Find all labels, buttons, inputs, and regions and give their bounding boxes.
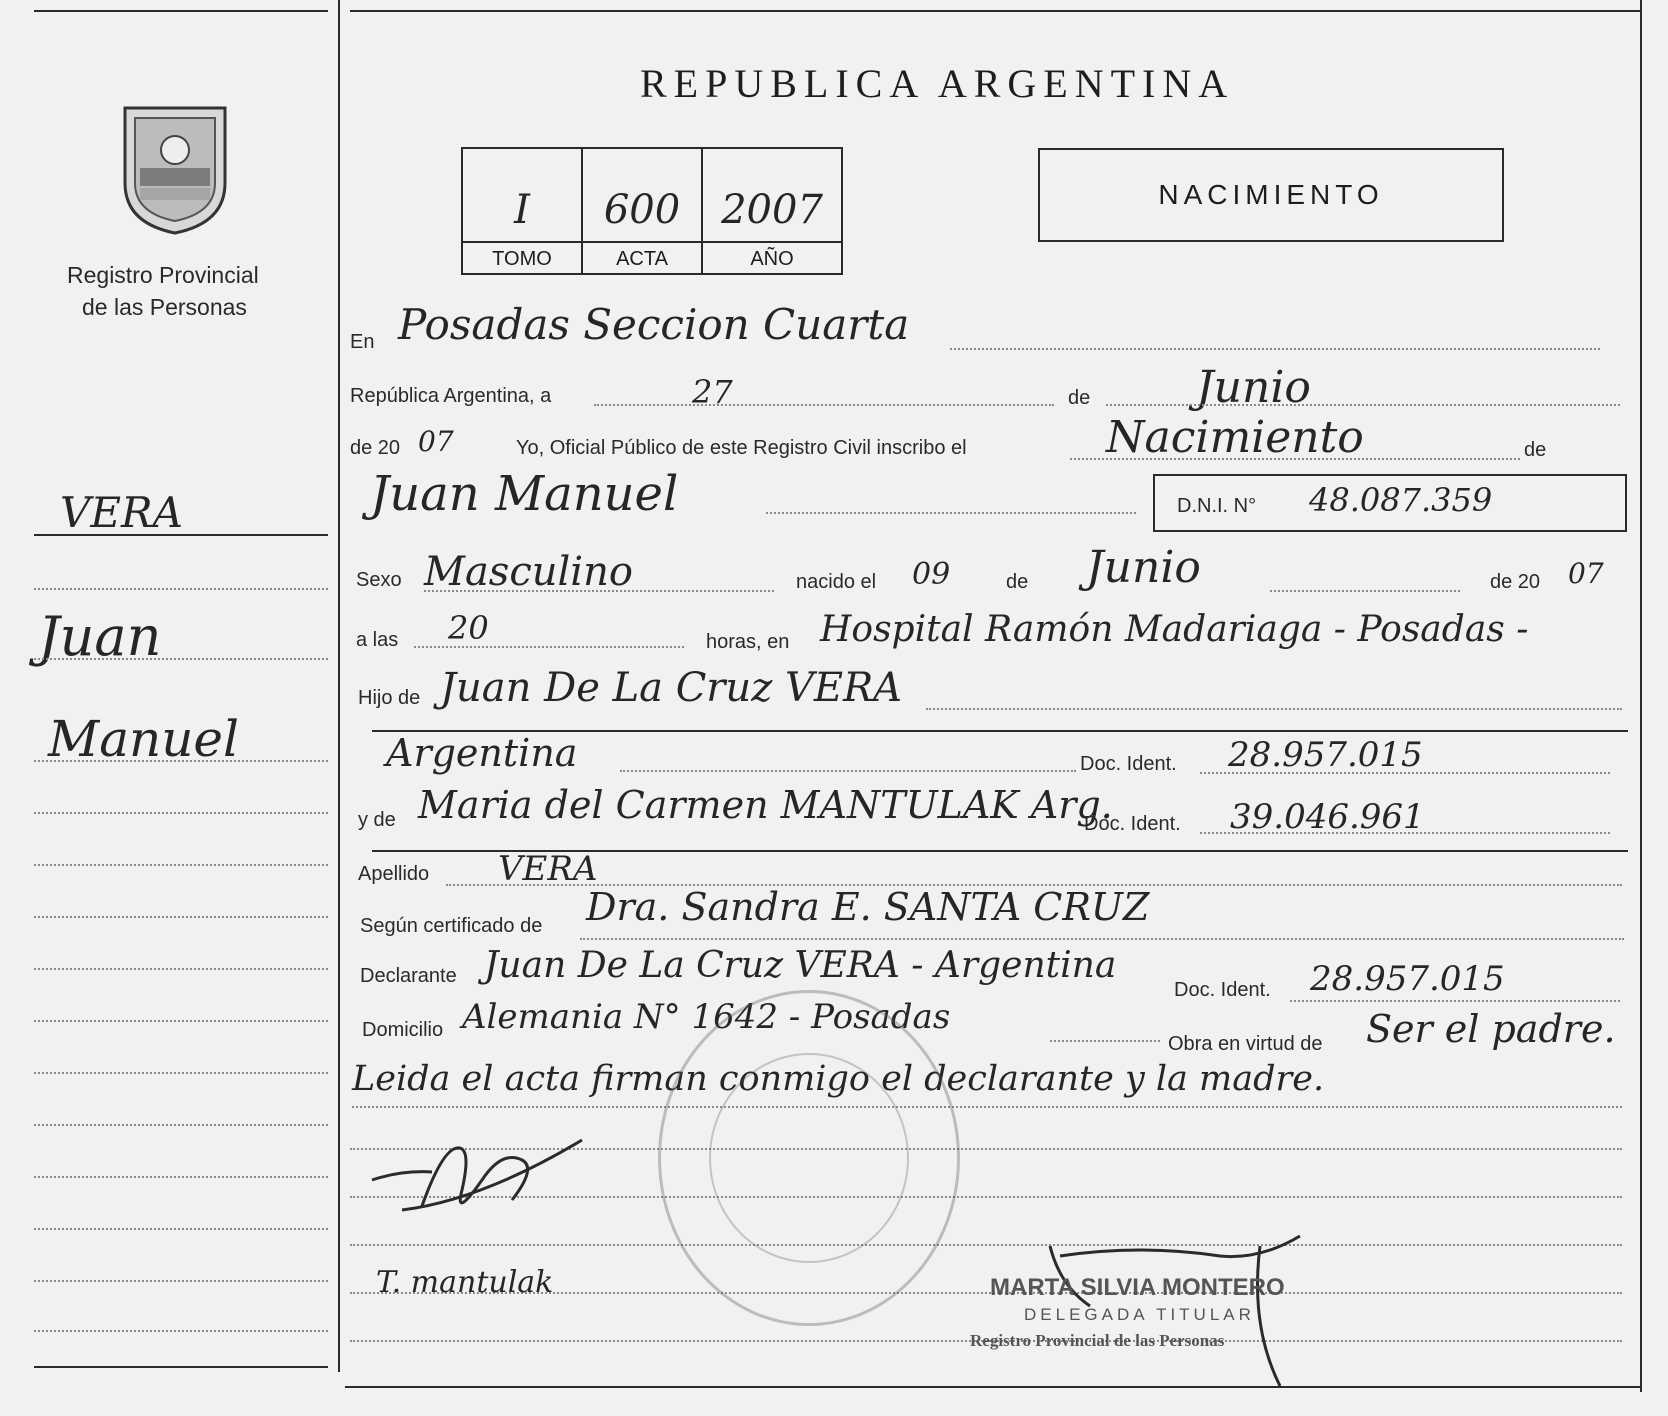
field-year-suffix: 07	[418, 425, 454, 458]
field-child-name: Juan Manuel	[370, 466, 679, 522]
left-dotline	[34, 1124, 328, 1126]
left-dotline	[34, 916, 328, 918]
acta-label: ACTA	[583, 241, 701, 275]
label-declarante: Declarante	[360, 965, 457, 987]
acta-value: 600	[603, 187, 681, 233]
field-hour: 20	[448, 609, 489, 647]
official-registry: Registro Provincial de las Personas	[970, 1331, 1225, 1350]
field-father-doc: 28.957.015	[1228, 735, 1423, 775]
official-title: DELEGADA TITULAR	[1024, 1305, 1255, 1324]
label-domicilio: Domicilio	[362, 1019, 444, 1041]
label-sexo: Sexo	[356, 569, 402, 591]
right-border	[1640, 0, 1642, 1392]
label-de-mid: de	[1006, 571, 1029, 593]
tomo-cell	[463, 149, 583, 273]
field-line	[424, 590, 774, 592]
label-en: En	[350, 331, 375, 353]
label-segun: Según certificado de	[360, 915, 543, 937]
label-de-end: de	[1524, 439, 1547, 461]
field-line	[580, 938, 1624, 940]
record-number-box	[461, 147, 843, 275]
field-declarant-doc: 28.957.015	[1310, 959, 1505, 999]
field-closing: Leida el acta firman conmigo el declarante y la madre.	[352, 1059, 1325, 1099]
label-de-20-end: de 20	[1490, 571, 1541, 593]
left-dotline	[34, 1330, 328, 1332]
field-line	[352, 1106, 1622, 1108]
field-reason: Ser el padre.	[1366, 1007, 1616, 1051]
field-line	[926, 708, 1622, 710]
label-doc-ident-1: Doc. Ident.	[1080, 753, 1177, 775]
acta-cell	[583, 149, 703, 273]
field-birth-day: 09	[912, 557, 951, 592]
label-horas-en: horas, en	[706, 631, 790, 653]
field-line	[1200, 772, 1610, 774]
field-birth-place: Hospital Ramón Madariaga - Posadas -	[820, 609, 1529, 650]
official-stamp	[658, 990, 960, 1326]
dni-box	[1153, 474, 1627, 532]
field-declarant: Juan De La Cruz VERA - Argentina	[484, 945, 1117, 986]
left-given-name-2: Manuel	[48, 710, 239, 768]
label-dni: D.N.I. N°	[1177, 495, 1257, 517]
field-day: 27	[692, 373, 733, 411]
label-apellido: Apellido	[358, 863, 430, 885]
tomo-label: TOMO	[463, 241, 581, 275]
anio-cell	[703, 149, 841, 273]
declarant-signature-icon	[362, 1110, 602, 1230]
top-border-left	[34, 10, 328, 12]
label-hijo-de: Hijo de	[358, 687, 421, 709]
field-line	[1200, 832, 1610, 834]
field-line	[620, 770, 1076, 772]
field-month: Junio	[1196, 362, 1311, 413]
label-doc-ident-2: Doc. Ident.	[1084, 813, 1181, 835]
field-line	[1070, 458, 1520, 460]
label-de: de	[1068, 387, 1091, 409]
stamp-inner-ring	[709, 1053, 909, 1263]
label-de-20: de 20	[350, 437, 401, 459]
field-birth-month: Junio	[1086, 542, 1201, 593]
field-event: Nacimiento	[1106, 412, 1364, 463]
left-dotline	[34, 1020, 328, 1022]
left-dotline	[34, 760, 328, 762]
field-line	[766, 512, 1136, 514]
top-border-right	[350, 10, 1640, 12]
field-mother: Maria del Carmen MANTULAK Arg.	[418, 783, 1113, 827]
field-line	[1270, 590, 1460, 592]
field-certificate-by: Dra. Sandra E. SANTA CRUZ	[586, 885, 1150, 929]
left-surname: VERA	[60, 488, 183, 537]
field-line	[1106, 404, 1620, 406]
left-column-divider	[338, 0, 340, 1372]
left-dotline	[34, 1280, 328, 1282]
left-dotline	[34, 588, 328, 590]
bottom-border-left	[34, 1366, 328, 1368]
field-line	[594, 404, 1054, 406]
mother-signature: T. mantulak	[376, 1265, 554, 1300]
page-title: REPUBLICA ARGENTINA	[640, 61, 1235, 106]
label-y-de: y de	[358, 809, 396, 831]
anio-label: AÑO	[703, 241, 841, 275]
label-republica: República Argentina, a	[350, 385, 552, 407]
official-name: MARTA SILVIA MONTERO	[990, 1274, 1285, 1301]
anio-value: 2007	[721, 187, 823, 233]
label-nacido-el: nacido el	[796, 571, 877, 593]
label-a-las: a las	[356, 629, 399, 651]
field-dni-number: 48.087.359	[1309, 481, 1493, 519]
record-type-box: NACIMIENTO	[1038, 148, 1504, 242]
label-yo-oficial: Yo, Oficial Público de este Registro Civil inscribo el	[516, 437, 967, 459]
field-place: Posadas Seccion Cuarta	[398, 300, 910, 349]
field-surname: VERA	[498, 849, 598, 889]
tomo-value: I	[514, 187, 530, 233]
registry-name-line2: de las Personas	[82, 294, 247, 320]
label-doc-ident-3: Doc. Ident.	[1174, 979, 1271, 1001]
field-line	[950, 348, 1600, 350]
field-line	[1050, 1040, 1160, 1042]
field-birth-year-suffix: 07	[1568, 557, 1604, 590]
left-dotline	[34, 812, 328, 814]
provincial-seal-icon	[110, 88, 240, 238]
left-dotline	[34, 1072, 328, 1074]
left-dotline	[34, 864, 328, 866]
field-mother-doc: 39.046.961	[1230, 797, 1425, 837]
field-sex: Masculino	[424, 549, 633, 595]
left-dotline	[34, 1176, 328, 1178]
blank-line	[350, 1244, 1622, 1246]
left-dotline	[34, 1228, 328, 1230]
field-father-nationality: Argentina	[386, 731, 578, 775]
bottom-border-right	[345, 1386, 1640, 1388]
left-given-name-1: Juan	[38, 605, 162, 668]
field-father: Juan De La Cruz VERA	[440, 665, 903, 711]
registry-name-line1: Registro Provincial	[67, 262, 259, 288]
left-dotline	[34, 968, 328, 970]
field-line	[1290, 1000, 1620, 1002]
left-surname-line	[34, 534, 328, 536]
field-address: Alemania N° 1642 - Posadas	[462, 997, 951, 1037]
label-obra: Obra en virtud de	[1168, 1033, 1323, 1055]
left-dotline	[34, 658, 328, 660]
field-line	[414, 646, 684, 648]
